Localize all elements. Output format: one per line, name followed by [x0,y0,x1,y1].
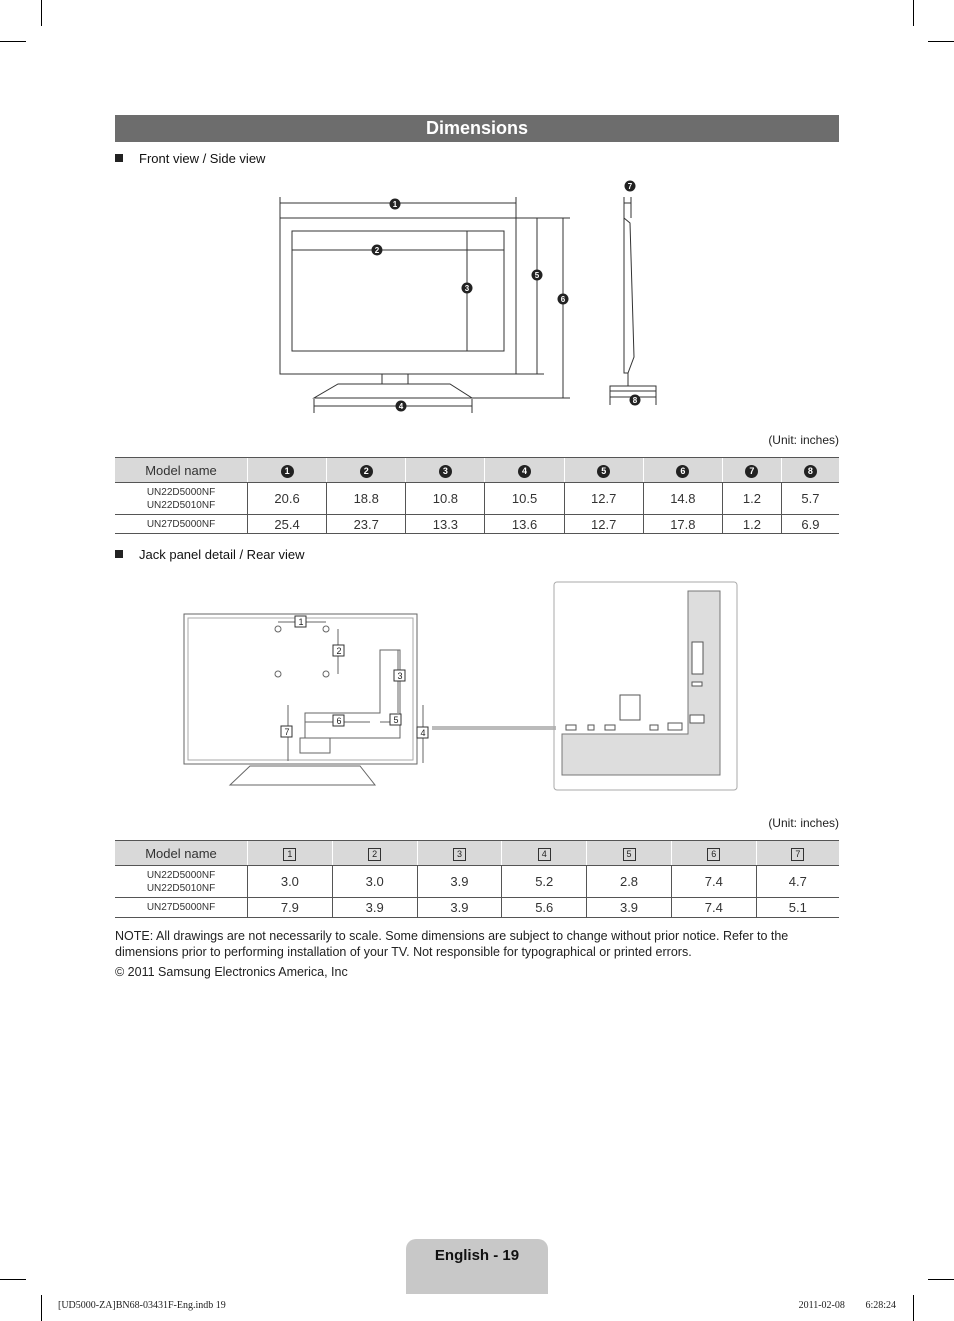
tv-side-base [610,386,656,391]
tv-stand-neck [382,374,408,384]
crop-mark [0,1279,26,1280]
slug-right: 2011-02-08 ￿￿ 6:28:24 [798,1300,896,1311]
svg-text:7: 7 [284,727,290,737]
svg-text:8: 8 [632,396,638,405]
svg-text:5: 5 [393,715,399,725]
bullet-square-icon [115,550,123,558]
table-row: UN22D5000NF UN22D5010NF 3.0 3.0 3.9 5.2 2.8 7.4 4.7 [115,866,839,898]
svg-text:4: 4 [398,402,404,411]
crop-mark [0,41,26,42]
note-text: : All drawings are not necessarily to scale. Some dimensions are subject to change without prior notice. Refer to the dimensions prior to performing installation of your TV. Not responsible for typographical or printed errors. [115,929,789,959]
copyright: © 2011 Samsung Electronics America, Inc [115,965,348,979]
tv-side-outline [624,218,634,373]
crop-mark [928,41,954,42]
bullet-square-icon [115,154,123,162]
svg-text:2: 2 [336,646,342,656]
table-header-row: Model name 1 2 3 4 5 6 7 8 [115,458,839,483]
crop-mark [913,0,914,26]
table-row: UN27D5000NF 25.4 23.7 13.3 13.6 12.7 17.8 1.2 6.9 [115,515,839,534]
page-number: English - 19 [406,1239,548,1294]
tv-rear-panel [305,650,403,738]
unit-label-1: (Unit: inches) [768,433,839,447]
table-header-row: Model name 1 2 3 4 5 6 7 [115,841,839,866]
section-heading-rear: Jack panel detail / Rear view [115,547,304,562]
table-row: UN27D5000NF 7.9 3.9 3.9 5.6 3.9 7.4 5.1 [115,898,839,918]
tv-screen-outline [292,231,504,351]
page-title: Dimensions [115,115,839,142]
svg-text:4: 4 [420,728,426,738]
svg-text:2: 2 [374,246,380,255]
front-side-view-diagram [270,175,690,425]
svg-text:6: 6 [560,295,566,304]
crop-mark [41,1295,42,1321]
svg-text:3: 3 [464,284,470,293]
section-heading-front: Front view / Side view [115,151,265,166]
crop-mark [928,1279,954,1280]
tv-rear-stand [230,766,375,785]
dimensions-table-rear [115,840,839,918]
note-paragraph [115,928,839,960]
table-row: UN22D5000NF UN22D5010NF 20.6 18.8 10.8 10.5 12.7 14.8 1.2 5.7 [115,483,839,515]
svg-text:1: 1 [392,200,398,209]
svg-text:1: 1 [298,617,304,627]
note-label: NOTE [115,929,150,943]
svg-text:6: 6 [336,716,342,726]
svg-text:3: 3 [397,671,403,681]
svg-text:7: 7 [627,182,633,191]
svg-text:5: 5 [534,271,540,280]
crop-mark [913,1295,914,1321]
crop-mark [41,0,42,26]
slug-left: [UD5000-ZA]BN68-03431F-Eng.indb 19 [58,1300,226,1311]
dimensions-table-front [115,457,839,534]
tv-stand-base [314,384,472,398]
rear-view-diagram [180,578,745,798]
unit-label-2: (Unit: inches) [768,816,839,830]
